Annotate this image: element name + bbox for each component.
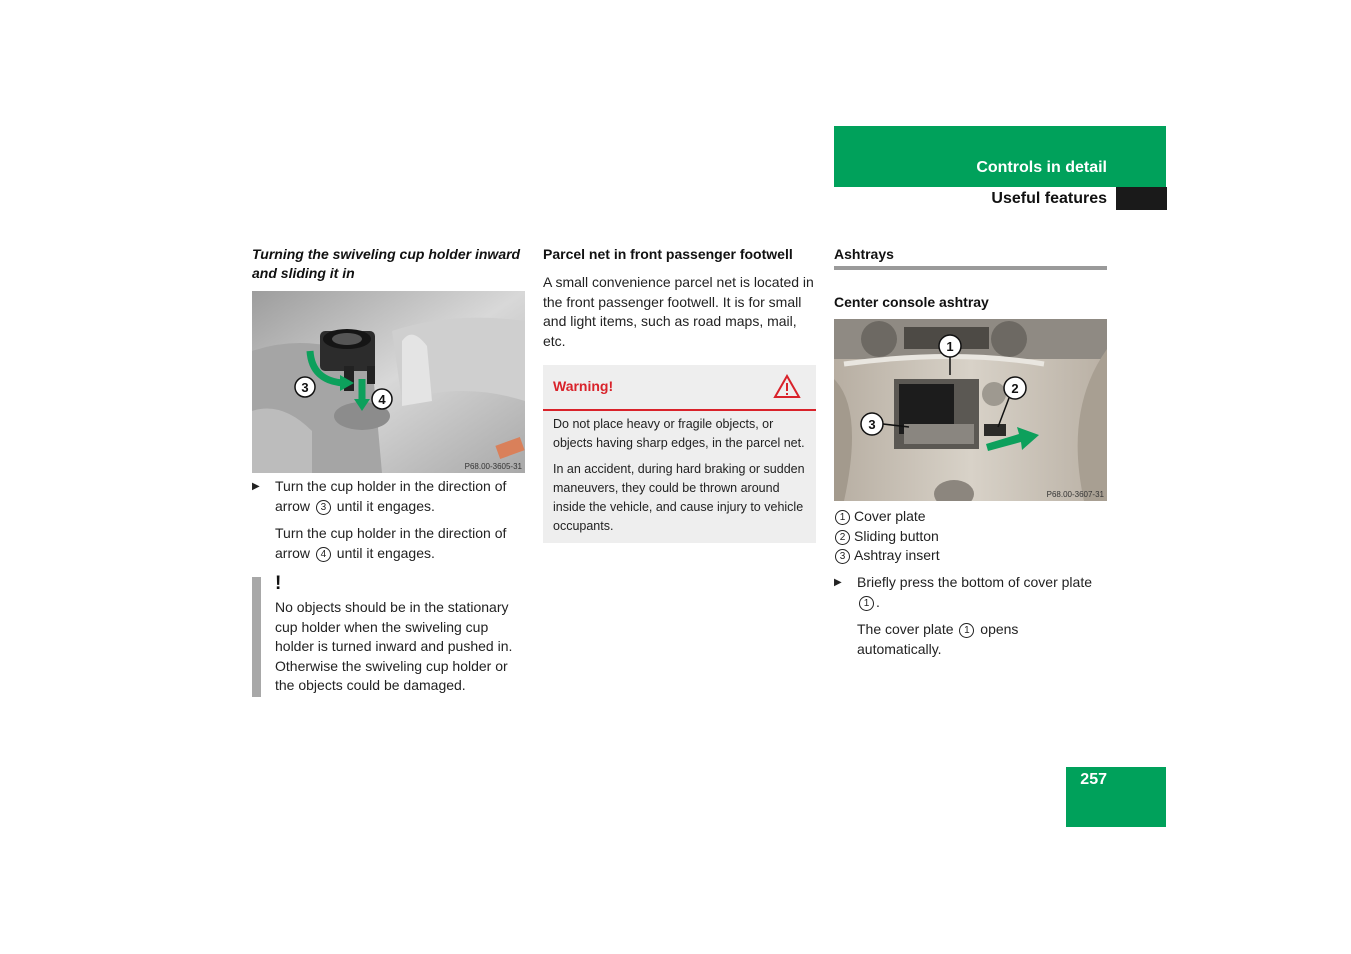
- svg-text:3: 3: [301, 380, 309, 395]
- cup-holder-image: [252, 291, 525, 473]
- ref-number: 3: [316, 500, 331, 515]
- callout-3: [295, 377, 315, 397]
- ashtray-image: [834, 319, 1107, 501]
- svg-text:2: 2: [1011, 381, 1019, 396]
- bullet-icon: ▶: [834, 577, 842, 588]
- note-bar: [252, 577, 261, 697]
- ashtray-illustration: [834, 319, 1107, 501]
- legend-item: 3 Ashtray insert: [834, 546, 1107, 566]
- image-code: P68.00-3605-31: [464, 462, 522, 471]
- note-text: No objects should be in the stationary cup holder when the swiveling cup holder is turned inward and pushed in. Otherwise the swiveling cup holder or the objects could be damaged.: [275, 599, 513, 693]
- image-code: P68.00-3607-31: [1046, 490, 1104, 499]
- ashtray-legend: [834, 507, 1107, 566]
- parcel-net-body: A small convenience parcel net is located in the front passenger footwell. It is for small and light items, such as road maps, mail, etc.: [543, 274, 814, 349]
- warning-para-2: In an accident, during hard braking or sudden maneuvers, they could be thrown around inside the vehicle, and cause injury to vehicle occupants.: [553, 462, 805, 533]
- header-marker: [1116, 187, 1167, 210]
- callout-1: [939, 335, 961, 357]
- note-exclamation-icon: !: [275, 573, 282, 594]
- page-number: 257: [1080, 771, 1107, 788]
- ref-number: 1: [959, 623, 974, 638]
- cup-holder-heading: Turning the swiveling cup holder inward and sliding it in: [252, 246, 521, 281]
- ashtray-step-result: The cover plate 1 opens automatically.: [857, 621, 1019, 657]
- warning-triangle-icon: [773, 374, 801, 404]
- svg-text:4: 4: [378, 392, 386, 407]
- cup-holder-step-1: ▶ Turn the cup holder in the direction of arrow 3 until it engages.: [252, 478, 507, 514]
- callout-2: [1004, 377, 1026, 399]
- callout-3: [861, 413, 883, 435]
- cup-holder-illustration: [252, 291, 525, 473]
- svg-text:3: 3: [868, 417, 876, 432]
- warning-divider: [543, 409, 816, 411]
- parcel-net-heading: Parcel net in front passenger footwell: [543, 246, 793, 262]
- svg-text:1: 1: [946, 339, 954, 354]
- bullet-icon: ▶: [252, 481, 260, 492]
- ref-number: 1: [859, 596, 874, 611]
- warning-label: Warning!: [553, 378, 614, 394]
- cup-holder-step-2: Turn the cup holder in the direction of arrow 4 until it engages.: [275, 525, 507, 561]
- legend-item: 1 Cover plate: [834, 507, 1107, 527]
- callout-4: [372, 389, 392, 409]
- section-title: Controls in detail: [976, 159, 1107, 176]
- ashtrays-heading: Ashtrays: [834, 246, 894, 262]
- ref-number: 4: [316, 547, 331, 562]
- heading-rule: [834, 266, 1107, 270]
- legend-item: 2 Sliding button: [834, 527, 1107, 547]
- subsection-title: Useful features: [991, 190, 1107, 207]
- header-tab: [834, 126, 1166, 187]
- ashtray-step-1: ▶ Briefly press the bottom of cover plate 1 .: [834, 574, 1092, 610]
- warning-para-1: Do not place heavy or fragile objects, or objects having sharp edges, in the parcel net.: [553, 417, 805, 450]
- center-console-heading: Center console ashtray: [834, 294, 989, 310]
